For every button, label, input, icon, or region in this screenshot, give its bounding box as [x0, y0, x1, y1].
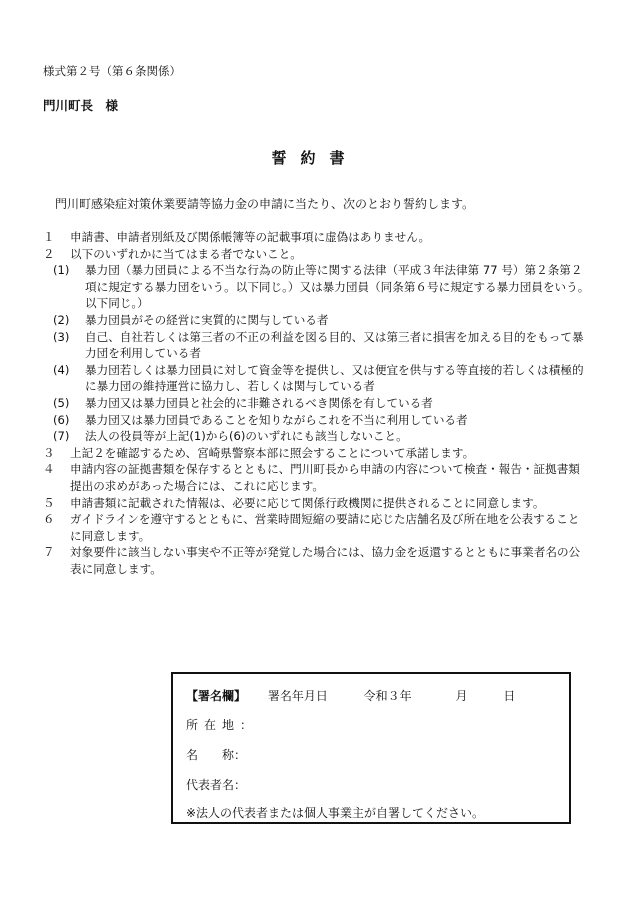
item-text: 申請書、申請者別紙及び関係帳簿等の記載事項に虚偽はありません。 [70, 230, 431, 244]
signature-date-label: 署名年月日 [267, 689, 328, 703]
subitem-text: 自己、自社若しくは第三者の不正の利益を図る目的、又は第三者に損害を加える目的をもって暴力団を利用している者 [85, 329, 584, 361]
document-title: 誓約書 [271, 149, 359, 167]
item-text: 上記２を確認するため、宮崎県警察本部に照会することについて承諾します。 [70, 445, 475, 460]
pledge-item [43, 544, 591, 577]
representative-field[interactable]: 代表者名： [186, 778, 247, 792]
item-text: 申請内容の証拠書類を保存するとともに、門川町長から申請の内容について検査・報告・証拠書類提出の求めがあった場合には、これに応じます。 [70, 462, 580, 493]
signature-day[interactable]: 日 [503, 689, 516, 703]
pledge-subitem [43, 362, 591, 395]
item-number: ６ [43, 512, 55, 527]
signature-header [186, 687, 515, 704]
item-text: 以下のいずれかに当てはまる者でないこと。 [70, 246, 302, 261]
pledge-item [43, 511, 591, 544]
subitem-text: 暴力団若しくは暴力団員に対して資金等を提供し、又は便宜を供与する等直接的若しくは積極的に暴力団の維持運営に協力し、若しくは関与している者 [85, 362, 584, 394]
subitem-number: (5) [53, 395, 70, 410]
pledge-subitem [43, 428, 591, 445]
pledge-subitem [43, 412, 591, 429]
subitem-text: 暴力団（暴力団員による不当な行為の防止等に関する法律（平成３年法律第 77 号）第２条第２項に規定する暴力団をいう。以下同じ。）又は暴力団員（同条第６号に規定する暴力団員をいう。以下同じ。） [85, 263, 590, 311]
subitem-number: (7) [53, 429, 70, 444]
pledge-list [43, 229, 591, 577]
item-text: 対象要件に該当しない事実や不正等が発覚した場合には、協力金を返還するとともに事業者名の公表に同意します。 [70, 545, 581, 576]
pledge-subitem [43, 395, 591, 412]
form-number: 様式第２号（第６条関係） [43, 64, 181, 78]
address-field[interactable]: 所在地： [186, 718, 259, 732]
signature-month[interactable]: 月 [455, 689, 468, 703]
subitem-text: 法人の役員等が上記(1)から(6)のいずれにも該当しないこと。 [85, 429, 408, 444]
pledge-item [43, 461, 591, 494]
item-number: ７ [43, 545, 55, 560]
subitem-number: (6) [53, 412, 70, 427]
subitem-text: 暴力団員がその経営に実質的に関与している者 [85, 312, 329, 327]
subitem-number: (4) [53, 362, 70, 377]
subitem-number: (2) [53, 312, 70, 327]
subitem-number: (1) [53, 263, 70, 278]
subitem-text: 暴力団又は暴力団員であることを知りながらこれを不当に利用している者 [85, 412, 468, 427]
signature-note: ※法人の代表者または個人事業主が自署してください。 [186, 806, 485, 820]
signature-box [171, 672, 571, 824]
item-number: １ [43, 230, 55, 244]
signature-era-year: 令和３年 [363, 689, 412, 703]
pledge-item [43, 495, 591, 512]
pledge-item [43, 229, 591, 246]
subitem-text: 暴力団又は暴力団員と社会的に非難されるべき関係を有している者 [85, 395, 433, 410]
item-number: ２ [43, 246, 55, 261]
signature-label: 【署名欄】 [186, 689, 247, 703]
subitem-number: (3) [53, 329, 70, 344]
pledge-item [43, 246, 591, 263]
item-text: 申請書類に記載された情報は、必要に応じて関係行政機関に提供されることに同意します。 [70, 495, 545, 510]
pledge-item [43, 445, 591, 462]
intro-paragraph: 門川町感染症対策休業要請等協力金の申請に当たり、次のとおり誓約します。 [43, 197, 475, 211]
pledge-subitem [43, 329, 591, 362]
addressee: 門川町長 様 [43, 98, 119, 113]
item-number: ４ [43, 462, 55, 477]
item-number: ５ [43, 495, 55, 510]
item-text: ガイドラインを遵守するとともに、営業時間短縮の要請に応じた店舗名及び所在地を公表することに同意します。 [70, 512, 580, 543]
pledge-subitem [43, 312, 591, 329]
name-field[interactable]: 名 称： [186, 748, 247, 762]
pledge-subitem [43, 262, 591, 312]
item-number: ３ [43, 445, 55, 460]
